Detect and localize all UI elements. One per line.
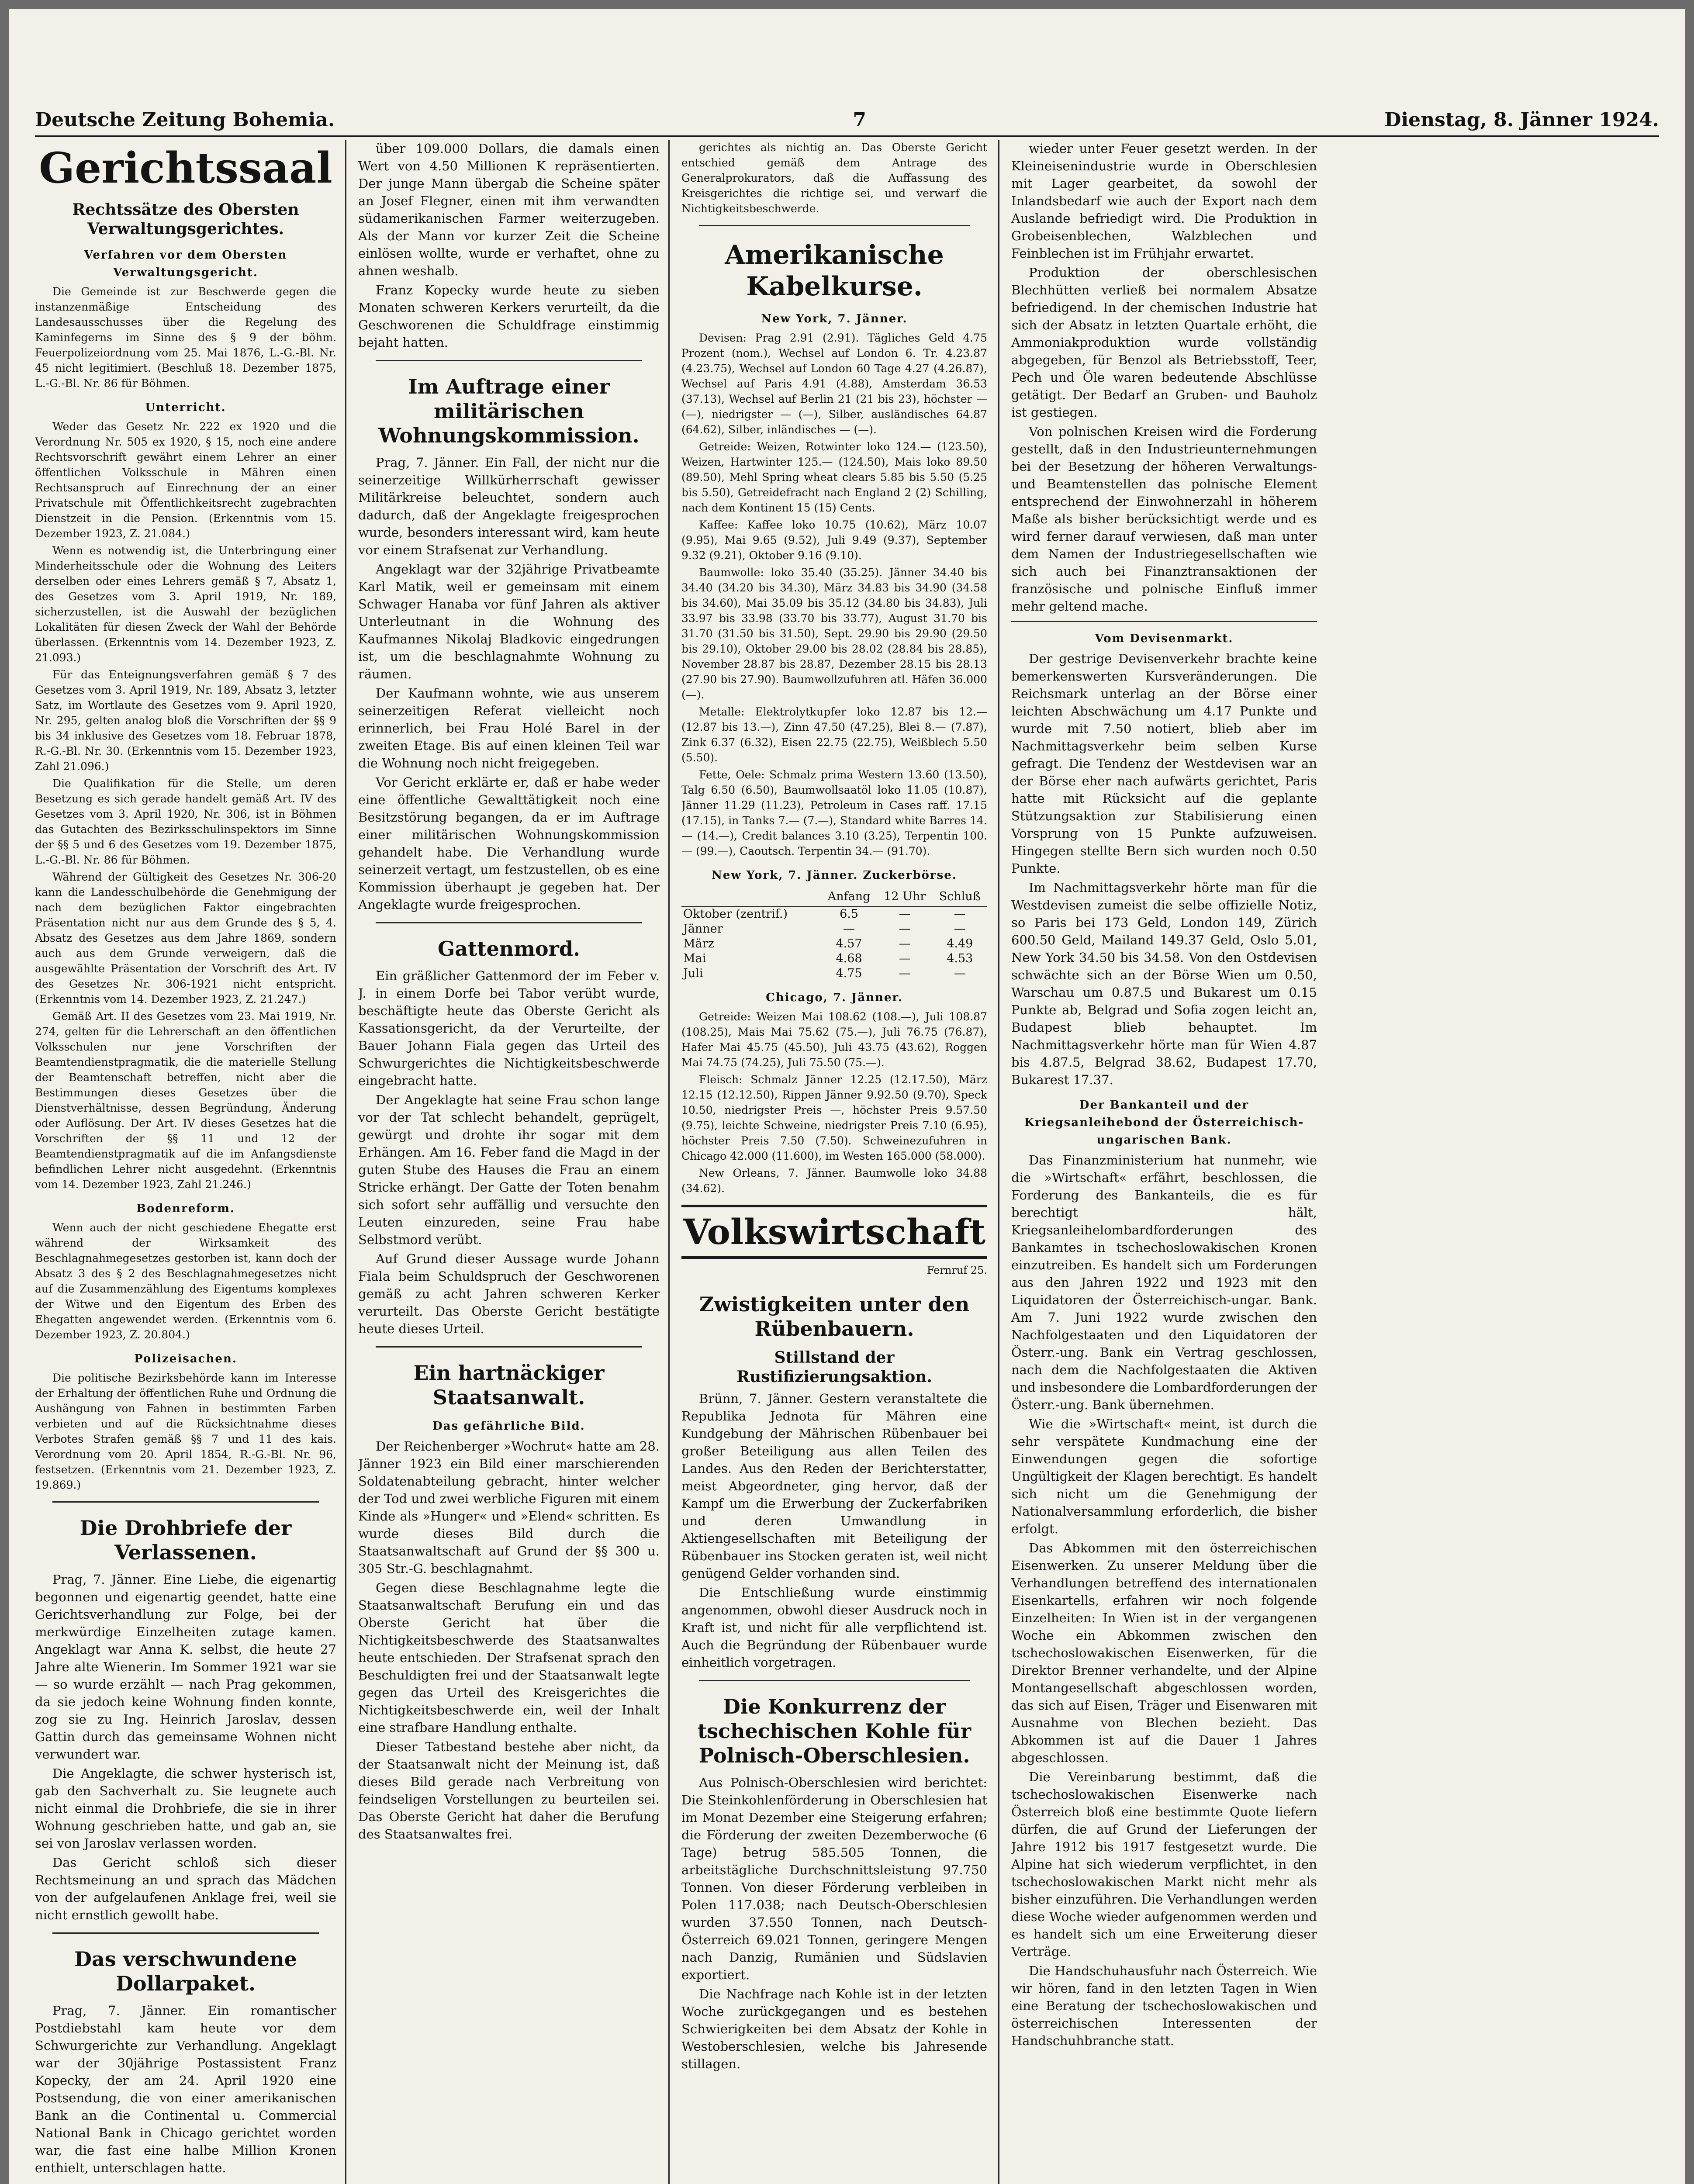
issue-date: Dienstag, 8. Jänner 1924.: [1384, 109, 1659, 131]
paragraph: Die politische Bezirksbehörde kann im Interesse der Erhaltung der öffentlichen Ruhe und Ordnung die Aushängung von Fahnen in bestimmten Farben verbieten und auf die Rücksichtnahme dieses Verbotes Strafen gemäß §§ 7 und 11 des kais. Verordnung vom 20. April 1854, R.-G.-Bl. Nr. 96, festsetzen. (Erkenntnis vom 21. Dezember 1923, Z. 19.869.): [35, 1372, 336, 1491]
paragraph: Wenn auch der nicht geschiedene Ehegatte erst während der Wirksamkeit des Beschlagnahmegesetzes gestorben ist, kann doch der Absatz 3 des § 2 des Beschlagnahmegesetzes nicht auf die Zusammenzählung des Eigentums komplexes der Witwe und den Eigentum des Erben des Ehegatten angewendet werden. (Erkenntnis vom 6. Dezember 1923, Z. 20.804.): [35, 1221, 336, 1341]
kicker-bild: Das gefährliche Bild.: [432, 1420, 585, 1433]
paragraph: Getreide: Weizen, Rotwinter loko 124.— (123.50), Weizen, Hartwinter 125.— (124.50), Mais loko 89.50 (89.50), Mehl Spring wheat clears 5.85 bis 5.50 (5.25 bis 5.50), Getreidefracht nach England 2 (2) Schilling, nach dem Kontinent 15 (15) Cents.: [681, 440, 987, 514]
paragraph: wieder unter Feuer gesetzt werden. In der Kleineisenindustrie wurde in Oberschlesien mit Lager gearbeitet, da sowohl der Inlandsbedarf wie auch der Export nach dem Auslande befriedigt wird. Die Produktion in Grobeisenblechen, Walzblechen und Feinblechen ist im Frühjahr erwartet.: [1011, 141, 1317, 261]
separator: [376, 922, 642, 923]
paragraph: Die Angeklagte, die schwer hysterisch ist, gab den Sachverhalt zu. Sie leugnete auch nicht einmal die Drohbriefe, die sie in ihrer Wohnung geschrieben hatte, und gab an, sie sei von Jaroslav verlassen worden.: [35, 1766, 336, 1851]
table-row: [681, 936, 987, 951]
paragraph: Aus Polnisch-Oberschlesien wird berichtet: Die Steinkohlenförderung in Oberschlesien hat im Monat Dezember eine Steigerung erfahren; die Förderung der zweiten Dezemberwoche (6 Tage) betrug 585.505 Tonnen, die arbeitstägliche Durchschnittsleistung 97.750 Tonnen. Von dieser Förderung verbleiben in Polen 117.038; nach Deutsch-Oberschlesien wurden 37.550 Tonnen, nach Deutsch-Österreich 69.021 Tonnen, geringere Mengen nach Danzig, Rumänien und Südslavien exportiert.: [681, 1775, 987, 1982]
paragraph: Ein gräßlicher Gattenmord der im Feber v. J. in einem Dorfe bei Tabor verübt wurde, beschäftigte heute das Oberste Gericht als Kassationsgericht, da der Verurteilte, der Bauer Johann Fiala gegen das Urteil des Schwurgerichtes die Nichtigkeitsbeschwerde eingebracht hatte.: [358, 968, 660, 1088]
separator: [376, 1346, 642, 1348]
paragraph: Prag, 7. Jänner. Ein Fall, der nicht nur die seinerzeitige Willkürherrschaft gewisser Militärkreise beleuchtet, sondern auch dadurch, daß der Angeklagte freigesprochen wurde, besonders interessant wird, kam heute vor einem Strafsenat zur Verhandlung.: [358, 455, 660, 557]
paragraph: Auf Grund dieser Aussage wurde Johann Fiala beim Schuldspruch der Geschworenen gemäß zu acht Jahren schweren Kerker verurteilt. Das Oberste Gericht bestätigte heute dieses Urteil.: [358, 1251, 660, 1336]
table-row: [681, 906, 987, 922]
headline-staatsanwalt: Ein hartnäckiger Staatsanwalt.: [413, 1361, 605, 1409]
paragraph: Der Kaufmann wohnte, wie aus unserem seinerzeitigen Referat vielleicht noch erinnerlich, bei Frau Holé Barel in der zweiten Etage. Bis auf einen kleinen Teil war die Wohnung noch nicht freigegeben.: [358, 686, 660, 771]
table-cell: Juli: [683, 967, 703, 980]
paragraph: Kaffee: Kaffee loko 10.75 (10.62), März 10.07 (9.95), Mai 9.65 (9.52), Juli 9.49 (9.37), September 9.32 (9.21), Oktober 9.16 (9.10).: [681, 518, 987, 562]
kicker-verfahren: Verfahren vor dem Obersten Verwaltungsgericht.: [84, 249, 287, 279]
paragraph: Baumwolle: loko 35.40 (35.25). Jänner 34.40 bis 34.40 (34.20 bis 34.30), März 34.83 bis 34.90 (34.58 bis 34.60), Mai 35.09 bis 35.12 (34.80 bis 34.83), Juli 33.97 bis 33.98 (33.70 bis 33.77), August 31.70 bis 31.70 (31.50 bis 31.50), Sept. 29.90 bis 29.90 (29.50 bis 29.10), Oktober 29.00 bis 28.02 (28.84 bis 28.85), November 28.87 bis 28.87, Dezember 28.15 bis 28.13 (27.90 bis 27.90). Baumwollzufuhren atl. Häfen 36.000 (—).: [681, 566, 987, 701]
column-rule: [998, 140, 999, 2184]
table-row: [681, 951, 987, 966]
headline-kabelkurse: Amerikanische Kabelkurse.: [725, 240, 944, 302]
paragraph: Prag, 7. Jänner. Ein romantischer Postdiebstahl kam heute vor dem Schwurgerichte zur Verhandlung. Angeklagt war der 30jährige Postassistent Franz Kopecky, der am 24. April 1920 eine Postsendung, die von einer amerikanischen Bank an die Continental u. Commercial National Bank in Chicago gerichtet worden war, die fast eine halbe Million Kronen enthielt, unterschlagen hatte.: [35, 2003, 336, 2175]
paragraph: Von polnischen Kreisen wird die Forderung gestellt, daß in den Industrieunternehmungen bei der Besetzung der höheren Verwaltungs- und Beamtenstellen das polnische Element entsprechend der Einwohnerzahl in höherem Maße als bisher berücksichtigt werde und es wird ferner darauf verwiesen, daß man unter dem Namen der Industriegesellschaften wie sich auch bei Finanztransaktionen der französische und polnische Einfluß immer mehr geltend mache.: [1011, 424, 1317, 614]
running-head: [35, 96, 1659, 137]
paragraph: Getreide: Weizen Mai 108.62 (108.—), Juli 108.87 (108.25), Mais Mai 75.62 (75.—), Juli 76.75 (76.87), Hafer Mai 45.75 (45.50), Juli 43.75 (43.62), Roggen Mai 74.75 (74.25), Juli 75.50 (75.—).: [681, 1010, 987, 1069]
separator: [376, 360, 642, 361]
paragraph: Prag, 7. Jänner. Eine Liebe, die eigenartig begonnen und eigenartig geendet, hatte eine Gerichtsverhandlung zur Folge, bei der merkwürdige Einzelheiten zutage kamen. Angeklagt war Anna K. selbst, die heute 27 Jahre alte Wienerin. Im Sommer 1921 war sie — so wurde erzählt — nach Prag gekommen, da sie jedoch keine Wohnung finden konnte, zog sie zu Ing. Heinrich Jaroslav, dessen Gattin durch das gemeinsame Wohnen nicht verwundert war.: [35, 1572, 336, 1762]
subtitle-rechtssaetze: Rechtssätze des Obersten Verwaltungsgerichtes.: [72, 200, 299, 238]
separator: [1011, 621, 1317, 622]
paragraph: gerichtes als nichtig an. Das Oberste Gericht entschied gemäß dem Antrage des Generalprokurators, daß die Auffassung des Kreisgerichtes die richtige sei, und verwarf die Nichtigkeitsbeschwerde.: [681, 141, 987, 215]
paragraph: Gemäß Art. II des Gesetzes vom 23. Mai 1919, Nr. 274, gelten für die Lehrerschaft an den öffentlichen Volksschulen nur jene Vorschriften der Beamtendienstpragmatik, die die materielle Stellung der Beamtenschaft betreffen, nicht aber die Bestimmungen dieses Gesetzes über die Dienstverhältnisse, dessen Begründung, Änderung oder Auflösung. Der Art. IV dieses Gesetzes hat die Vorschriften der §§ 11 und 12 der Beamtendienstpragmatik auf die im Anfangsdienste befindlichen Lehrer nicht ausgedehnt. (Erkenntnis vom 14. Dezember 1923, Zahl 21.246.): [35, 1010, 336, 1191]
separator: [699, 1680, 970, 1681]
table-row: [681, 922, 987, 936]
subheadline-rustifizierung: Stillstand der Rustifizierungsaktion.: [736, 1348, 932, 1386]
paragraph: Das Finanzministerium hat nunmehr, wie die »Wirtschaft« erfährt, beschlossen, die Forderung des Bankanteils, die es für berechtigt hält, Kriegsanleihelombardforderungen des Bankamtes in tschechoslowakischen Kronen einzutreiben. Es handelt sich um Forderungen aus den Jahren 1922 und 1923 mit den Liquidatoren der Österreichisch-ungar. Bank. Am 7. Juni 1922 wurde zwischen den Nachfolgestaaten und den Liquidatoren der Österr.-ung. Bank ein Vertrag geschlossen, nach dem die Nachfolgestaaten die Aktiven und insbesondere die Lombardforderungen der Österr.-ung. Bank übernehmen.: [1011, 1153, 1317, 1412]
paragraph: Während der Gültigkeit des Gesetzes Nr. 306-20 kann die Landesschulbehörde die Genehmigung der nach dem bezüglichen Faktor eingebrachten Präsentation nicht nur aus dem Grunde des § 5, 4. Absatz des Gesetzes aus dem Jahre 1869, sondern auch aus dem Grunde verweigern, daß die ausgewählte Präsentation der Vorschrift des Art. IV des Gesetzes Nr. 306-1921 nicht entspricht. (Erkenntnis vom 14. Dezember 1923, Z. 21.247.): [35, 871, 336, 1006]
column-3: [681, 140, 987, 2184]
paragraph: Die Gemeinde ist zur Beschwerde gegen die instanzenmäßige Entscheidung des Landesausschusses über die Regelung des Kaminfegerns im Sinne des § 9 der böhm. Feuerpolizeiordnung vom 25. Mai 1876, L.-G.-Bl. Nr. 45 nicht legitimiert. (Beschluß 18. Dezember 1875, L.-G.-Bl. Nr. 86 für Böhmen.: [35, 285, 336, 390]
paragraph: Metalle: Elektrolytkupfer loko 12.87 bis 12.— (12.87 bis 13.—), Zinn 47.50 (47.25), Blei 8.— (7.87), Zink 6.37 (6.32), Eisen 22.75 (22.75), Weißblech 5.50 (5.50).: [681, 705, 987, 764]
table-cell: 4.53: [947, 952, 973, 965]
dateline-newyork: New York, 7. Jänner.: [761, 312, 908, 325]
table-cell: 4.57: [836, 937, 862, 950]
paragraph: Fleisch: Schmalz Jänner 12.25 (12.17.50), März 12.15 (12.12.50), Rippen Jänner 9.92.50 (9.70), Speck 10.50, niedrigster Preis —, höchster Preis 9.57.50 (9.75), leichte Schweine, niedrigster Preis 7.10 (6.95), höchster Preis 7.50 (7.50). Schweinezufuhren in Chicago 42.000 (11.600), im Westen 165.000 (58.000).: [681, 1073, 987, 1162]
table-header: Anfang: [821, 888, 877, 906]
paragraph: Angeklagt war der 32jährige Privatbeamte Karl Matik, weil er gemeinsam mit einem Schwager Hanaba vor fünf Jahren als aktiver Unterleutnant in die Wohnung des Kaufmannes Nikolaj Bladkovic eingedrungen ist, um die beschlagnahmte Wohnung zu räumen.: [358, 562, 660, 681]
column-rule: [668, 140, 670, 2184]
paragraph: Produktion der oberschlesischen Blechhütten verließ bei normalem Absatze befriedigend. In der chemischen Industrie hat sich der Absatz in letzten Quartale erhöht, die Ammoniakproduktion wurde vollständig abgegeben, für Benzol als Betriebsstoff, Teer, Pech und Öle waren bedeutende Abschlüsse getätigt. Der Bedarf an Gruben- und Bauholz ist gestiegen.: [1011, 265, 1317, 420]
page-number: 7: [853, 109, 867, 131]
table-cell: —: [899, 967, 911, 980]
paragraph: Gegen diese Beschlagnahme legte die Staatsanwaltschaft Berufung ein und das Oberste Gericht hat über die Nichtigkeitsbeschwerde des Staatsanwaltes heute entschieden. Der Strafsenat sprach den Beschuldigten frei und der Staatsanwalt legte gegen das Urteil des Kreisgerichtes die Nichtigkeitsbeschwerde ein, weil der Inhalt eine strafbare Handlung enthalte.: [358, 1580, 660, 1735]
table-row: [681, 966, 987, 981]
paragraph: Fette, Oele: Schmalz prima Western 13.60 (13.50), Talg 6.50 (6.50), Baumwollsaatöl loko 11.05 (10.87), Jänner 11.29 (11.23), Petroleum in Cases raff. 17.15 (17.15), in Tanks 7.— (7.—), Standard white Barres 14.— (14.—), Credit balances 3.10 (3.25), Terpentin 100.— (99.—), Caoutsch. Terpentin 34.— (91.70).: [681, 768, 987, 857]
paragraph: Vor Gericht erklärte er, daß er habe weder eine öffentliche Gewalttätigkeit noch eine Besitzstörung begangen, da er im Auftrage einer militärischen Wohnungskommission gehandelt habe. Die Verhandlung wurde seinerzeit vertagt, um festzustellen, ob es eine Kommission überhaupt je gegeben hat. Der Angeklagte wurde freigesprochen.: [358, 775, 660, 912]
paragraph: Weder das Gesetz Nr. 222 ex 1920 und die Verordnung Nr. 505 ex 1920, § 15, noch eine andere Rechtsvorschrift gewährt einem Lehrer an einer öffentlichen Volksschule in Mähren einen Rechtsanspruch auf Einrechnung der an einer Privatschule mit Öffentlichkeitsrecht zugebrachten Dienstzeit in die Pension. (Erkenntnis vom 15. Dezember 1923, Z. 21.084.): [35, 420, 336, 540]
paragraph: Dieser Tatbestand bestehe aber nicht, da der Staatsanwalt nicht der Meinung ist, daß dieses Bild gerade nach Verbreitung von feindseligen Vorstellungen zu beurteilen sei. Das Oberste Gericht hat daher die Berufung des Staatsanwaltes frei.: [358, 1739, 660, 1842]
table-cell: —: [843, 922, 855, 936]
paragraph: Brünn, 7. Jänner. Gestern veranstaltete die Republika Jednota für Mähren eine Kundgebung der Mährischen Rübenbauer bei großer Beteiligung aus allen Teilen des Landes. Aus den Reden der Berichterstatter, meist Abgeordneter, ging hervor, daß der Kampf um die Erwerbung der Zuckerfabriken und deren Umwandlung in Aktiengesellschaften mit Beteiligung der Rübenbauer ins Stocken geraten ist, weil nicht genügend Gelder vorhanden sind.: [681, 1391, 987, 1581]
column-4: [1011, 140, 1317, 2184]
table-cell: —: [899, 952, 911, 965]
table-cell: März: [683, 937, 714, 950]
paragraph: Im Nachmittagsverkehr hörte man für die Westdevisen zumeist die selbe offizielle Notiz, so Paris bei 173 Geld, London 149, Zürich 600.50 Geld, Mailand 149.37 Geld, Oslo 5.01, New York 34.50 bis 34.58. Von den Ostdevisen schwächte sich an der Börse Wien um 0.50, Warschau um 0.87.5 und Bukarest um 0.15 Punkte ab, Belgrad und Sofia zogen leicht an, Budapest blieb behauptet. Im Nachmittagsverkehr hörte man für Wien 4.87 bis 4.87.5, Belgrad 38.62, Budapest 17.70, Bukarest 17.37.: [1011, 880, 1317, 1087]
paragraph: über 109.000 Dollars, die damals einen Wert von 4.50 Millionen K repräsentierten. Der junge Mann übergab die Scheine später an Josef Flegner, einen mit ihm verwandten südamerikanischen Farmer weiterzugeben. Als der Mann vor kurzer Zeit die Scheine einlösen wollte, wurde er verhaftet, ohne zu ahnen weshalb.: [358, 141, 660, 278]
table-title: New York, 7. Jänner. Zuckerbörse.: [712, 869, 957, 882]
sugar-exchange-table: [681, 888, 987, 981]
table-cell: —: [899, 937, 911, 950]
headline-drohbriefe: Die Drohbriefe der Verlassenen.: [80, 1516, 292, 1564]
editor-phone: Fernruf 25.: [927, 1264, 987, 1276]
separator: [699, 225, 970, 226]
paragraph: Die Handschuhausfuhr nach Österreich. Wie wir hören, fand in den letzten Tagen in Wien eine Beratung der tschechoslowakischen und österreichischen Interessenten der Handschuhbranche statt.: [1011, 1963, 1317, 2048]
paragraph: Die Nachfrage nach Kohle ist in der letzten Woche zurückgegangen und es bestehen Schwierigkeiten bei dem Absatz der Kohle in Westoberschlesien, welche bis Jahresende stillagen.: [681, 1987, 987, 2071]
table-header: Schluß: [933, 888, 987, 906]
section-title-gerichtssaal: Gerichtssaal: [39, 143, 332, 193]
table-cell: 4.75: [836, 967, 862, 980]
paragraph: Wie die »Wirtschaft« meint, ist durch die sehr verspätete Kundmachung eine der Einwendungen gegen die sofortige Ungültigkeit der Klagen berechtigt. Es handelt sich nicht um die Genehmigung der Nationalversammlung erforderlich, die bisher erfolgt.: [1011, 1417, 1317, 1536]
table-cell: 4.49: [947, 937, 973, 950]
table-cell: 6.5: [840, 907, 859, 921]
table-cell: —: [899, 922, 911, 936]
paragraph: Der gestrige Devisenverkehr brachte keine bemerkenswerten Kursveränderungen. Die Reichsmark unterlag an der Börse einer leichten Abschwächung um 4.17 Punkte und wurde mit 7.50 notiert, blieb aber im Nachmittagsverkehr beim selben Kurse gefragt. Die Tendenz der Westdevisen war an der Börse eher nach aufwärts gerichtet, Paris hatte mit Rücksicht auf die geplante Stützungsaktion zur Stabilisierung einen Vorsprung von 15 Punkte aufzuweisen. Hingegen stellte Bern sich wurden noch 0.50 Punkte.: [1011, 651, 1317, 876]
paragraph: Die Vereinbarung bestimmt, daß die tschechoslowakischen Eisenwerke nach Österreich bloß eine bestimmte Quote liefern dürfen, die auf Grund der Lieferungen der Jahre 1912 bis 1917 festgesetzt wurde. Die Alpine hat sich wiederum verpflichtet, in den tschechoslowakischen Markt nicht mehr als bisher einzuführen. Die Verhandlungen werden diese Woche wieder aufgenommen werden und es handelt sich um eine Erweiterung dieser Verträge.: [1011, 1769, 1317, 1959]
table-cell: Jänner: [683, 922, 723, 936]
paragraph: Der Reichenberger »Wochrut« hatte am 28. Jänner 1923 ein Bild einer marschierenden Soldatenabteilung gebracht, hinter welcher der Tod und zwei werbliche Figuren mit einem Kinde als »Hunger« und »Elend« schritten. Es wurde dieses Bild durch die Staatsanwaltschaft auf Grund der §§ 300 u. 305 Str.-G. beschlagnahmt.: [358, 1439, 660, 1576]
table-cell: Mai: [683, 952, 706, 965]
paragraph: Die Qualifikation für die Stelle, um deren Besetzung es sich gerade handelt gemäß Art. IV des Gesetzes vom 3. April 1920, Nr. 306, ist in Böhmen das Gutachten des Bezirksschulinspektors im Sinne der §§ 5 und 6 des Gesetzes vom 19. Dezember 1875, L.-G.-Bl. Nr. 86 für Böhmen.: [35, 777, 336, 866]
headline-kohle: Die Konkurrenz der tschechischen Kohle für Polnisch-Oberschlesien.: [697, 1695, 971, 1767]
column-2: [358, 140, 660, 2184]
table-cell: 4.68: [836, 952, 862, 965]
separator: [52, 1932, 319, 1934]
paragraph: Das Gericht schloß sich dieser Rechtsmeinung an und sprach das Mädchen von der aufgelaufenen Anklage frei, weil sie nicht ernstlich gewollt habe.: [35, 1855, 336, 1922]
table-cell: Oktober (zentrif.): [683, 907, 788, 921]
paragraph: Der Angeklagte hat seine Frau schon lange vor der Tat schlecht behandelt, geprügelt, gewürgt und drohte ihr sogar mit dem Erhängen. Am 16. Feber fand die Magd in der guten Stube des Hauses die Frau an einem Stricke erhängt. Der Gatte der Toten benahm sich sofort sehr auffällig und versuchte den Leuten einzureden, seine Frau habe Selbstmord verübt.: [358, 1092, 660, 1247]
kicker-bankanteil: Der Bankanteil und der Kriegsanleihebond der Österreichisch-ungarischen Bank.: [1024, 1099, 1304, 1147]
headline-rubenbauern: Zwistigkeiten unter den Rübenbauern.: [699, 1292, 970, 1341]
paragraph: Devisen: Prag 2.91 (2.91). Tägliches Geld 4.75 Prozent (nom.), Wechsel auf London 6. Tr. 4.23.87 (4.23.75), Wechsel auf London 60 Tage 4.27 (4.26.87), Wechsel auf Paris 4.91 (4.88), Amsterdam 36.53 (37.13), Wechsel auf Berlin 21 (21 bis 23), höchster — (—), niedrigster — (—), Silber, ausländisches 64.87 (64.62), Silber, inländisches — (—).: [681, 332, 987, 436]
kicker-devisenmarkt: Vom Devisenmarkt.: [1095, 632, 1234, 645]
table-cell: —: [899, 907, 911, 921]
kicker-bodenreform: Bodenreform.: [136, 1202, 235, 1215]
table-cell: —: [954, 907, 966, 921]
table-cell: —: [954, 922, 966, 936]
column-rule: [345, 140, 346, 2184]
table-header-row: [681, 888, 987, 906]
newspaper-page: [9, 9, 1685, 2184]
table-cell: —: [954, 967, 966, 980]
dateline-chicago: Chicago, 7. Jänner.: [766, 991, 903, 1004]
paragraph: Das Abkommen mit den österreichischen Eisenwerken. Zu unserer Meldung über die Verhandlungen betreffend des internationalen Eisenkartells, erfahren wir noch folgende Einzelheiten: In Wien ist in der vergangenen Woche ein Abkommen zwischen den tschechoslowakischen Eisenwerken, für die Direktor Brenner verhandelte, und der Alpine Montangesellschaft abgeschlossen worden, das sich auf Eisen, Träger und Eisenwaren mit Ausnahme von Blechen bezieht. Das Abkommen ist auf die Dauer 1 Jahres abgeschlossen.: [1011, 1541, 1317, 1765]
column-1: [35, 140, 336, 2184]
headline-gattenmord: Gattenmord.: [437, 937, 581, 961]
page-margin: [1328, 140, 1668, 2184]
kicker-polizeisachen: Polizeisachen.: [134, 1352, 237, 1365]
table-header: 12 Uhr: [877, 888, 933, 906]
paragraph: Für das Enteignungsverfahren gemäß § 7 des Gesetzes vom 3. April 1919, Nr. 189, Absatz 3, letzter Satz, im Wortlaute des Gesetzes vom 9. April 1920, Nr. 295, gelten analog bloß die Vorschriften der §§ 9 bis 34 inklusive des Gesetzes vom 18. Februar 1878, R.-G.-Bl. Nr. 30. (Erkenntnis vom 15. Dezember 1923, Zahl 21.096.): [35, 668, 336, 773]
paragraph: New Orleans, 7. Jänner. Baumwolle loko 34.88 (34.62).: [681, 1167, 987, 1195]
table-header: [681, 888, 821, 906]
paragraph: Franz Kopecky wurde heute zu sieben Monaten schweren Kerkers verurteilt, da die Geschworenen die Schuldfrage einstimmig bejaht hatten.: [358, 283, 660, 350]
kicker-unterricht: Unterricht.: [145, 401, 226, 414]
masthead-left: Deutsche Zeitung Bohemia.: [35, 109, 335, 131]
separator: [52, 1501, 319, 1503]
paragraph: Die Entschließung wurde einstimmig angenommen, obwohl dieser Ausdruck noch in Kraft ist, und nicht für alle verpflichtend ist. Auch die Begründung der Rübenbauer wurde einheitlich vorgetragen.: [681, 1585, 987, 1670]
section-title-volkswirtschaft: Volkswirtschaft: [681, 1205, 987, 1259]
headline-auftrage: Im Auftrage einer militärischen Wohnungskommission.: [378, 375, 640, 447]
paragraph: Wenn es notwendig ist, die Unterbringung einer Minderheitsschule oder die Wohnung des Leiters derselben oder eines Lehrers gemäß § 7, Absatz 1, des Gesetzes vom 3. April 1919, Nr. 189, sicherzustellen, ist die Auswahl der bezüglichen Lokalitäten für diesen Zweck der Wahl der Behörde überlassen. (Erkenntnis vom 14. Dezember 1923, Z. 21.093.): [35, 544, 336, 664]
headline-dollarpaket: Das verschwundene Dollarpaket.: [74, 1947, 297, 1995]
